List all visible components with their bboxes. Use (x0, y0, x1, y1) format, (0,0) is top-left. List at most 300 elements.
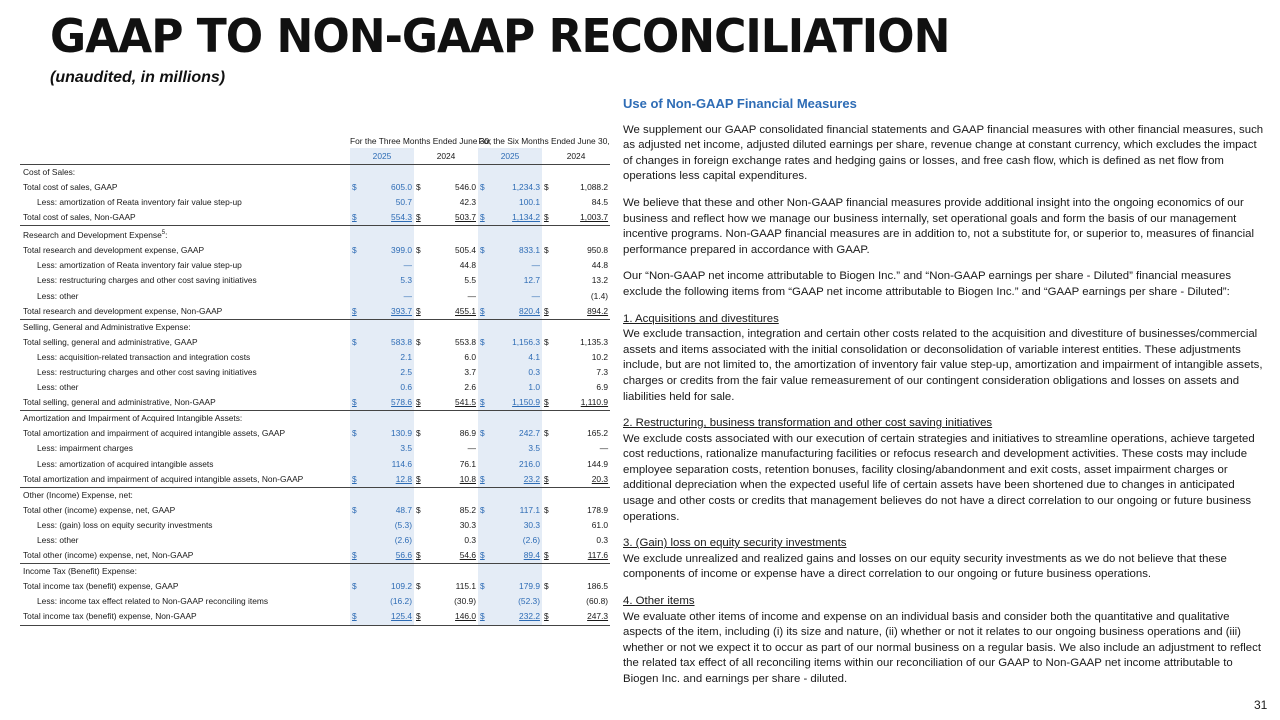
value-cell: 144.9 (587, 458, 609, 469)
value-cell: 5.3 (364, 273, 414, 288)
dollar-sign (350, 365, 364, 380)
year-header-ytd-2024: 2024 (542, 148, 610, 165)
value-cell: 833.1 (492, 243, 542, 258)
dollar-sign (350, 411, 364, 427)
value-cell: 13.2 (591, 275, 609, 286)
dollar-sign (350, 165, 364, 181)
value-cell (364, 319, 414, 335)
table-bottom-rule (20, 625, 610, 630)
value-cell: 605.0 (364, 180, 414, 195)
value-cell: 820.4 (492, 304, 542, 320)
table-row (20, 426, 610, 441)
value-cell: 399.0 (364, 243, 414, 258)
table-row (20, 594, 610, 609)
value-cell: (2.6) (364, 533, 414, 548)
value-cell: 85.2 (459, 504, 477, 515)
dollar-sign (414, 533, 428, 548)
value-cell: 146.0 (428, 609, 478, 625)
row-label (20, 503, 350, 518)
row-label-text: Less: amortization of Reata inventory fair value step-up (37, 260, 242, 271)
row-label (20, 548, 350, 564)
row-label (20, 472, 350, 488)
footnote-marker: 5 (161, 230, 166, 237)
value-cell: 125.4 (364, 609, 414, 625)
value-cell: (5.3) (364, 518, 414, 533)
dollar-sign (542, 273, 556, 288)
value-cell: — (364, 288, 414, 303)
section-heading: Use of Non-GAAP Financial Measures (623, 96, 857, 111)
row-label (20, 533, 350, 548)
row-label-text: Total selling, general and administrative, Non-GAAP (23, 397, 216, 408)
row-label (20, 365, 350, 380)
value-cell: (60.8) (586, 596, 609, 607)
value-cell: 100.1 (492, 195, 542, 210)
value-cell: 6.0 (464, 351, 477, 362)
value-cell: — (599, 443, 609, 454)
row-label-text: Cost of Sales: (23, 167, 76, 178)
value-cell: (30.9) (454, 596, 477, 607)
value-cell: 30.3 (459, 519, 477, 530)
value-cell (364, 564, 414, 580)
dollar-sign: $ (350, 609, 364, 625)
dollar-sign (542, 594, 556, 609)
dollar-sign: $ (414, 609, 428, 625)
row-label-text: Total income tax (benefit) expense, Non-GAAP (23, 611, 197, 622)
value-cell: 0.3 (492, 365, 542, 380)
row-label-text: Less: restructuring charges and other cost saving initiatives (37, 275, 257, 286)
value-cell: — (492, 258, 542, 273)
value-cell: 2.6 (464, 382, 477, 393)
row-label-text: Less: income tax effect related to Non-GAAP reconciling items (37, 596, 269, 607)
item-equity-investments-body: We exclude unrealized and realized gains and losses on our equity security investments as we do not believe that these components of income or expense have a direct correlation to our ongoing or future business operations. (623, 552, 1227, 581)
dollar-sign: $ (416, 336, 421, 347)
value-cell: 50.7 (364, 195, 414, 210)
value-cell: 84.5 (591, 197, 609, 208)
dollar-sign (542, 258, 556, 273)
value-cell (492, 564, 542, 580)
dollar-sign (350, 319, 364, 335)
row-label (20, 456, 350, 471)
dollar-sign (542, 365, 556, 380)
row-label-text: Less: other (37, 290, 79, 301)
item-acquisitions-title: 1. Acquisitions and divestitures (623, 312, 779, 325)
row-label-text: Less: other (37, 382, 79, 393)
non-gaap-explanation (623, 96, 1268, 699)
dollar-sign (542, 195, 556, 210)
period-header-three-months: For the Three Months Ended June 30, (350, 136, 492, 146)
section-header-row (20, 411, 610, 427)
dollar-sign (542, 350, 556, 365)
row-label (20, 180, 350, 195)
item-other (623, 594, 1268, 688)
dollar-sign: $ (350, 180, 364, 195)
value-cell: 1,156.3 (492, 335, 542, 350)
item-equity-investments-title: 3. (Gain) loss on equity security investments (623, 537, 847, 550)
dollar-sign (478, 365, 492, 380)
dollar-sign: $ (478, 548, 492, 564)
table-row (20, 243, 610, 258)
row-label-text: Less: impairment charges (37, 443, 133, 454)
value-cell: 178.9 (587, 504, 609, 515)
value-cell: 1,088.2 (580, 182, 609, 193)
row-label-end: : (165, 230, 168, 241)
dollar-sign (414, 165, 428, 181)
total-row (20, 304, 610, 320)
value-cell (364, 165, 414, 181)
value-cell: 89.4 (492, 548, 542, 564)
dollar-sign: $ (544, 182, 549, 193)
dollar-sign: $ (542, 609, 556, 625)
reconciliation-table (20, 120, 610, 630)
row-label (20, 594, 350, 609)
dollar-sign (414, 411, 428, 427)
dollar-sign (414, 288, 428, 303)
page-subtitle: (unaudited, in millions) (50, 69, 226, 86)
value-cell (556, 226, 610, 243)
dollar-sign (350, 195, 364, 210)
value-cell: 165.2 (587, 428, 609, 439)
total-row (20, 395, 610, 411)
dollar-sign: $ (350, 210, 364, 226)
item-equity-investments (623, 536, 1268, 583)
dollar-sign (414, 518, 428, 533)
dollar-sign: $ (478, 395, 492, 411)
row-label-text: Less: amortization of acquired intangible assets (37, 458, 214, 469)
value-cell: 1,135.3 (580, 336, 609, 347)
dollar-sign: $ (350, 335, 364, 350)
dollar-sign (478, 319, 492, 335)
row-label (20, 165, 350, 181)
value-cell: 12.8 (364, 472, 414, 488)
dollar-sign (350, 533, 364, 548)
row-label-text: Total cost of sales, GAAP (23, 182, 118, 193)
row-label (20, 335, 350, 350)
value-cell: 61.0 (591, 519, 609, 530)
value-cell: 12.7 (492, 273, 542, 288)
value-cell: 10.2 (591, 351, 609, 362)
dollar-sign: $ (544, 245, 549, 256)
dollar-sign (542, 564, 556, 580)
value-cell: (52.3) (492, 594, 542, 609)
value-cell: 76.1 (459, 458, 477, 469)
dollar-sign (478, 195, 492, 210)
row-label-text: Selling, General and Administrative Expense: (23, 321, 191, 332)
row-label-text: Research and Development Expense (23, 230, 162, 241)
dollar-sign (414, 195, 428, 210)
section-header-row (20, 487, 610, 503)
row-label (20, 210, 350, 226)
row-label (20, 350, 350, 365)
value-cell: 3.5 (492, 441, 542, 456)
dollar-sign: $ (542, 210, 556, 226)
table-row (20, 579, 610, 594)
dollar-sign (478, 518, 492, 533)
table-row (20, 533, 610, 548)
dollar-sign (414, 258, 428, 273)
value-cell (428, 319, 478, 335)
row-label (20, 518, 350, 533)
dollar-sign: $ (416, 182, 421, 193)
dollar-sign: $ (414, 395, 428, 411)
dollar-sign (414, 456, 428, 471)
paragraph-exclusions: Our “Non-GAAP net income attributable to Biogen Inc.” and “Non-GAAP earnings per share - Diluted” financial measures exclude the following items from “GAAP net income attributable to Biogen Inc.” and “GAAP earnings per share - Diluted”: (623, 270, 1232, 298)
row-label-text: Total research and development expense, GAAP (23, 245, 205, 256)
dollar-sign: $ (478, 503, 492, 518)
dollar-sign (542, 411, 556, 427)
value-cell (556, 165, 610, 181)
year-header-q-2024: 2024 (414, 148, 478, 165)
dollar-sign (350, 288, 364, 303)
year-header-q-2025: 2025 (350, 148, 414, 165)
item-acquisitions (623, 312, 1268, 406)
table-row (20, 503, 610, 518)
dollar-sign: $ (478, 609, 492, 625)
item-restructuring-body: We exclude costs associated with our execution of certain strategies and initiatives to streamline operations, achieve targeted cost reductions, rationalize manufacturing facilities or refocus research and development activities. These costs may include employee separation costs, retention bonuses, facility closing/abandonment and exit costs, asset impairment charges or additional depreciation when the expected useful life of certain assets have been shortened due to changes in anticipated usage and other costs or credits that management believes do not have a direct correlation to our ongoing or future business operations. (623, 432, 1255, 523)
table-row (20, 380, 610, 395)
value-cell: 130.9 (364, 426, 414, 441)
value-cell: 894.2 (556, 304, 610, 320)
dollar-sign (478, 411, 492, 427)
row-label (20, 195, 350, 210)
dollar-sign: $ (478, 210, 492, 226)
dollar-sign (414, 273, 428, 288)
value-cell (492, 226, 542, 243)
row-label (20, 579, 350, 594)
row-label-text: Less: amortization of Reata inventory fair value step-up (37, 197, 242, 208)
row-label (20, 487, 350, 503)
year-header-ytd-2025: 2025 (478, 148, 542, 165)
table-row (20, 180, 610, 195)
value-cell: (1.4) (590, 290, 609, 301)
row-label-text: Total cost of sales, Non-GAAP (23, 212, 136, 223)
dollar-sign: $ (350, 579, 364, 594)
row-label-text: Less: acquisition-related transaction and integration costs (37, 351, 251, 362)
value-cell: 117.1 (492, 503, 542, 518)
value-cell: — (364, 258, 414, 273)
value-cell (428, 564, 478, 580)
value-cell: 216.0 (492, 456, 542, 471)
value-cell: 54.6 (428, 548, 478, 564)
row-label-text: Amortization and Impairment of Acquired Intangible Assets: (23, 413, 243, 424)
value-cell (428, 487, 478, 503)
dollar-sign: $ (542, 395, 556, 411)
dollar-sign (414, 487, 428, 503)
item-restructuring (623, 416, 1268, 525)
dollar-sign: $ (414, 304, 428, 320)
dollar-sign (414, 441, 428, 456)
dollar-sign: $ (478, 426, 492, 441)
value-cell: 3.7 (464, 366, 477, 377)
value-cell (428, 226, 478, 243)
value-cell: 1,003.7 (556, 210, 610, 226)
table-row (20, 195, 610, 210)
dollar-sign (478, 288, 492, 303)
value-cell: — (467, 290, 477, 301)
dollar-sign (542, 533, 556, 548)
value-cell: 1,110.9 (556, 395, 610, 411)
value-cell: 44.8 (591, 260, 609, 271)
dollar-sign (350, 487, 364, 503)
paragraph-insight: We believe that these and other Non-GAAP financial measures provide additional insight into the ongoing economics of our business and reflect how we manage our business internally, set operational goals and form the basis of our management incentive programs. Non-GAAP financial measures are in addition to, not a substitute for, or superior to, measures of financial performance prepared in accordance with GAAP. (623, 196, 1255, 256)
value-cell: 393.7 (364, 304, 414, 320)
dollar-sign: $ (478, 243, 492, 258)
dollar-sign (478, 273, 492, 288)
table-row (20, 258, 610, 273)
value-cell (364, 487, 414, 503)
value-cell: 30.3 (492, 518, 542, 533)
row-label (20, 243, 350, 258)
value-cell: 186.5 (587, 581, 609, 592)
item-restructuring-title: 2. Restructuring, business transformation and other cost saving initiatives (623, 417, 993, 430)
dollar-sign: $ (544, 336, 549, 347)
value-cell: 546.0 (455, 182, 477, 193)
value-cell: 23.2 (492, 472, 542, 488)
dollar-sign (542, 456, 556, 471)
row-label-text: Total other (income) expense, net, GAAP (23, 504, 176, 515)
dollar-sign (350, 456, 364, 471)
value-cell: 553.8 (455, 336, 477, 347)
row-label (20, 380, 350, 395)
row-label (20, 426, 350, 441)
dollar-sign: $ (542, 548, 556, 564)
total-row (20, 609, 610, 625)
dollar-sign: $ (414, 548, 428, 564)
dollar-sign: $ (416, 245, 421, 256)
dollar-sign: $ (542, 304, 556, 320)
value-cell: 0.6 (364, 380, 414, 395)
value-cell: 242.7 (492, 426, 542, 441)
section-header-row (20, 226, 610, 243)
table-row (20, 288, 610, 303)
value-cell: 578.6 (364, 395, 414, 411)
dollar-sign (478, 441, 492, 456)
row-label (20, 304, 350, 320)
dollar-sign: $ (414, 210, 428, 226)
value-cell: 505.4 (455, 245, 477, 256)
dollar-sign (478, 350, 492, 365)
dollar-sign (350, 350, 364, 365)
dollar-sign (414, 365, 428, 380)
row-label (20, 258, 350, 273)
dollar-sign (478, 533, 492, 548)
value-cell: 109.2 (364, 579, 414, 594)
value-cell: 2.5 (364, 365, 414, 380)
row-label (20, 395, 350, 411)
dollar-sign (414, 350, 428, 365)
dollar-sign (350, 564, 364, 580)
dollar-sign: $ (544, 504, 549, 515)
dollar-sign (542, 518, 556, 533)
item-other-body: We evaluate other items of income and expense on an individual basis and consider both the quantitative and qualitative aspects of the item, including (i) its size and nature, (ii) whether or not it relates to our ongoing business operations and (iii) whether or not we expect it to occur as part of our normal business on a regular basis. We also include an adjustment to reflect the related tax effect of all reconciling items within our reconciliation of our GAAP to Non-GAAP net income attributable to Biogen Inc. and earnings per share - diluted. (623, 610, 1261, 685)
value-cell: (16.2) (364, 594, 414, 609)
row-label-text: Other (Income) Expense, net: (23, 489, 133, 500)
dollar-sign: $ (350, 503, 364, 518)
value-cell: 42.3 (459, 197, 477, 208)
dollar-sign: $ (416, 504, 421, 515)
dollar-sign (478, 165, 492, 181)
dollar-sign: $ (350, 304, 364, 320)
dollar-sign (350, 594, 364, 609)
value-cell: 56.6 (364, 548, 414, 564)
total-row (20, 472, 610, 488)
row-label-text: Total selling, general and administrative, GAAP (23, 336, 198, 347)
row-label-text: Total other (income) expense, net, Non-GAAP (23, 550, 194, 561)
dollar-sign: $ (478, 579, 492, 594)
dollar-sign: $ (414, 472, 428, 488)
dollar-sign: $ (350, 426, 364, 441)
value-cell: 117.6 (556, 548, 610, 564)
dollar-sign: $ (416, 428, 421, 439)
value-cell (364, 411, 414, 427)
value-cell: 1,150.9 (492, 395, 542, 411)
page-title: GAAP TO NON-GAAP RECONCILIATION (50, 10, 950, 64)
row-label (20, 441, 350, 456)
section-header-row (20, 564, 610, 580)
total-row (20, 548, 610, 564)
value-cell: 114.6 (364, 456, 414, 471)
value-cell: 179.9 (492, 579, 542, 594)
row-label (20, 273, 350, 288)
table-row (20, 441, 610, 456)
year-header-row (20, 148, 610, 165)
value-cell: (2.6) (492, 533, 542, 548)
dollar-sign (542, 226, 556, 243)
row-label (20, 411, 350, 427)
value-cell (492, 319, 542, 335)
value-cell: 115.1 (455, 581, 477, 592)
row-label-text: Less: other (37, 535, 79, 545)
dollar-sign (350, 441, 364, 456)
dollar-sign (542, 441, 556, 456)
value-cell: 20.3 (556, 472, 610, 488)
value-cell: 1.0 (492, 380, 542, 395)
dollar-sign (414, 380, 428, 395)
value-cell: 541.5 (428, 395, 478, 411)
value-cell (556, 411, 610, 427)
table-row (20, 273, 610, 288)
dollar-sign (414, 319, 428, 335)
value-cell (556, 319, 610, 335)
dollar-sign (350, 380, 364, 395)
dollar-sign: $ (350, 395, 364, 411)
dollar-sign (350, 226, 364, 243)
dollar-sign (542, 319, 556, 335)
item-acquisitions-body: We exclude transaction, integration and certain other costs related to the acquisition and divestiture of businesses/commercial assets and items associated with the initial consolidation or deconsolidation of variable interest entities. These adjustments include, but are not limited to, the amortization of inventory fair value step-up, amortization and impairment of intangible assets, charges or credits from the fair value remeasurement of our contingent consideration obligations and losses on assets and liabilities held for sale. (623, 328, 1263, 403)
dollar-sign (478, 487, 492, 503)
dollar-sign (542, 380, 556, 395)
value-cell: 554.3 (364, 210, 414, 226)
row-label (20, 288, 350, 303)
dollar-sign (478, 564, 492, 580)
value-cell: 0.3 (596, 535, 609, 545)
value-cell: 583.8 (364, 335, 414, 350)
dollar-sign: $ (478, 180, 492, 195)
dollar-sign (414, 226, 428, 243)
page-number: 31 (1254, 698, 1268, 712)
dollar-sign (542, 288, 556, 303)
dollar-sign (350, 258, 364, 273)
row-label-text: Total amortization and impairment of acquired intangible assets, Non-GAAP (23, 473, 304, 484)
table-row (20, 335, 610, 350)
value-cell: 0.3 (464, 535, 477, 545)
dollar-sign: $ (544, 428, 549, 439)
dollar-sign (478, 258, 492, 273)
section-header-row (20, 165, 610, 181)
value-cell (492, 411, 542, 427)
dollar-sign (542, 487, 556, 503)
paragraph-intro: We supplement our GAAP consolidated financial statements and GAAP financial measures with other financial measures, such as adjusted net income, adjusted diluted earnings per share, revenue change at constant currency, which excludes the impact of changes in foreign exchange rates and hedging gains or losses, and free cash flow, which is defined as net flow from operations less capital expenditures. (623, 123, 1264, 183)
value-cell: 48.7 (364, 503, 414, 518)
